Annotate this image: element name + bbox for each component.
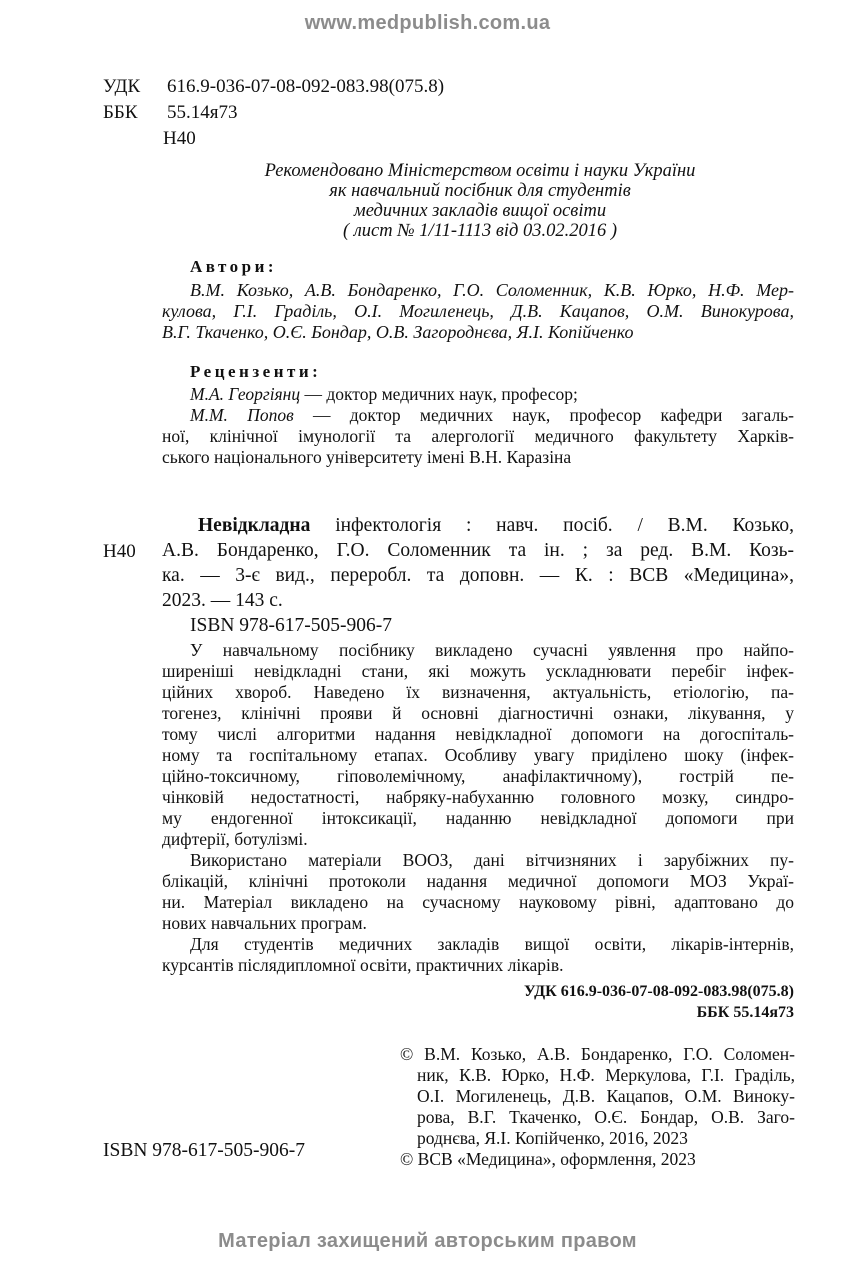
reviewer-1-name: М.А. Георгіянц bbox=[190, 384, 301, 404]
authors-line: кулова, Г.І. Граділь, О.І. Могиленець, Д.В. Кацапов, О.М. Винокурова, bbox=[162, 301, 794, 321]
abstract-line: нових навчальних програм. bbox=[162, 913, 367, 933]
abstract-line: дифтерії, ботулізмі. bbox=[162, 829, 308, 849]
reviewers-block bbox=[162, 384, 794, 468]
copyright-line: © В.М. Козько, А.В. Бондаренко, Г.О. Соломен- bbox=[400, 1044, 795, 1064]
copyright-line: роднєва, Я.І. Копійченко, 2016, 2023 bbox=[417, 1128, 688, 1148]
recommendation-line: ( лист № 1/11-1113 від 03.02.2016 ) bbox=[342, 221, 618, 241]
reviewer-2 bbox=[162, 405, 794, 426]
isbn-line: ISBN 978-617-505-906-7 bbox=[190, 615, 393, 636]
reviewers-heading: Рецензенти: bbox=[190, 362, 322, 381]
author-mark: Н40 bbox=[163, 128, 196, 149]
recommendation-line: медичних закладів вищої освіти bbox=[353, 201, 607, 221]
watermark-top: www.medpublish.com.ua bbox=[304, 12, 551, 34]
abstract-line: ному та госпітальному етапах. Особливу увагу приділено шоку (інфек- bbox=[162, 745, 794, 765]
reviewer-1 bbox=[162, 384, 794, 405]
citation-line: 2023. — 143 с. bbox=[162, 590, 283, 611]
abstract-line: ширеніші невідкладні стани, які можуть ускладнювати перебіг інфек- bbox=[162, 661, 794, 681]
copyright-line: рова, В.Г. Ткаченко, О.Є. Бондар, О.В. Заго- bbox=[417, 1107, 795, 1127]
citation-line: ка. — 3-є вид., переробл. та доповн. — К. : ВСВ «Медицина», bbox=[162, 565, 794, 586]
authors-block bbox=[162, 280, 794, 343]
reviewer-2-line: ної, клінічної імунології та алергології медичного факультету Харків- bbox=[162, 426, 794, 446]
citation-line bbox=[162, 513, 794, 538]
abstract-line: У навчальному посібнику викладено сучасні уявлення про найпо- bbox=[190, 640, 794, 660]
bbk-label: ББК bbox=[103, 102, 138, 123]
abstract-line: Для студентів медичних закладів вищої освіти, лікарів-інтернів, bbox=[190, 934, 794, 954]
authors-heading: Автори: bbox=[190, 257, 278, 276]
copyright-block bbox=[400, 1044, 795, 1170]
bbk-right: ББК 55.14я73 bbox=[696, 1004, 794, 1021]
citation-block bbox=[162, 513, 794, 638]
bbk-value: 55.14я73 bbox=[167, 102, 238, 123]
reviewer-2-name: М.М. Попов bbox=[190, 405, 294, 425]
authors-line: В.М. Козько, А.В. Бондаренко, Г.О. Соломенник, К.В. Юрко, Н.Ф. Мер- bbox=[190, 280, 794, 300]
citation-mark: Н40 bbox=[103, 541, 136, 562]
abstract-line: чінковій недостатності, набряку-набуханню головного мозку, синдро- bbox=[162, 787, 794, 807]
udk-line bbox=[103, 74, 444, 100]
citation-line1-rest: інфектологія : навч. посіб. / В.М. Козько, bbox=[310, 515, 794, 536]
reviewer-2-text: — доктор медичних наук, професор кафедри загаль- bbox=[293, 405, 794, 425]
reviewer-1-text: — доктор медичних наук, професор; bbox=[300, 384, 578, 404]
bbk-line bbox=[103, 100, 238, 126]
udk-right: УДК 616.9-036-07-08-092-083.98(075.8) bbox=[523, 983, 794, 1000]
udk-bbk-right bbox=[400, 981, 794, 1023]
citation-line: А.В. Бондаренко, Г.О. Соломенник та ін. ; за ред. В.М. Козь- bbox=[162, 540, 794, 561]
abstract-line: блікацій, клінічні протоколи надання медичної допомоги МОЗ Украї- bbox=[162, 871, 794, 891]
recommendation-block bbox=[160, 161, 800, 241]
abstract-line: Використано матеріали ВООЗ, дані вітчизняних і зарубіжних пу- bbox=[190, 850, 794, 870]
abstract-line: му ендогенної інтоксикації, наданню невідкладної допомоги при bbox=[162, 808, 794, 828]
copyright-line: ник, К.В. Юрко, Н.Ф. Меркулова, Г.І. Граділь, bbox=[417, 1065, 795, 1085]
authors-line: В.Г. Ткаченко, О.Є. Бондар, О.В. Загороднєва, Я.І. Копійченко bbox=[162, 322, 634, 342]
abstract-line: курсантів післядипломної освіти, практичних лікарів. bbox=[162, 955, 564, 975]
abstract-line: ційних хвороб. Наведено їх визначення, актуальність, етіологію, па- bbox=[162, 682, 794, 702]
abstract-line: тому числі алгоритми надання невідкладної допомоги на догоспіталь- bbox=[162, 724, 794, 744]
copyright-publisher: © ВСВ «Медицина», оформлення, 2023 bbox=[400, 1149, 696, 1169]
abstract-line: ни. Матеріал викладено на сучасному науковому рівні, адаптовано до bbox=[162, 892, 794, 912]
udk-value: 616.9-036-07-08-092-083.98(075.8) bbox=[167, 76, 445, 97]
isbn-bottom: ISBN 978-617-505-906-7 bbox=[103, 1140, 306, 1161]
abstract-line: тогенез, клінічні прояви й основні діагностичні ознаки, лікування, у bbox=[162, 703, 794, 723]
watermark-bottom: Матеріал захищений авторським правом bbox=[218, 1230, 637, 1252]
citation-title: Невідкладна bbox=[198, 515, 311, 536]
reviewer-2-line: ського національного університету імені В.Н. Каразіна bbox=[162, 447, 572, 467]
recommendation-line: як навчальний посібник для студентів bbox=[329, 181, 631, 201]
copyright-line: О.І. Могиленець, Д.В. Кацапов, О.М. Виноку- bbox=[417, 1086, 795, 1106]
udk-label: УДК bbox=[103, 76, 141, 97]
abstract-block bbox=[162, 640, 794, 976]
recommendation-line: Рекомендовано Міністерством освіти і науки України bbox=[264, 161, 696, 181]
abstract-line: ційно-токсичному, гіповолемічному, анафілактичному), гострій пе- bbox=[162, 766, 794, 786]
